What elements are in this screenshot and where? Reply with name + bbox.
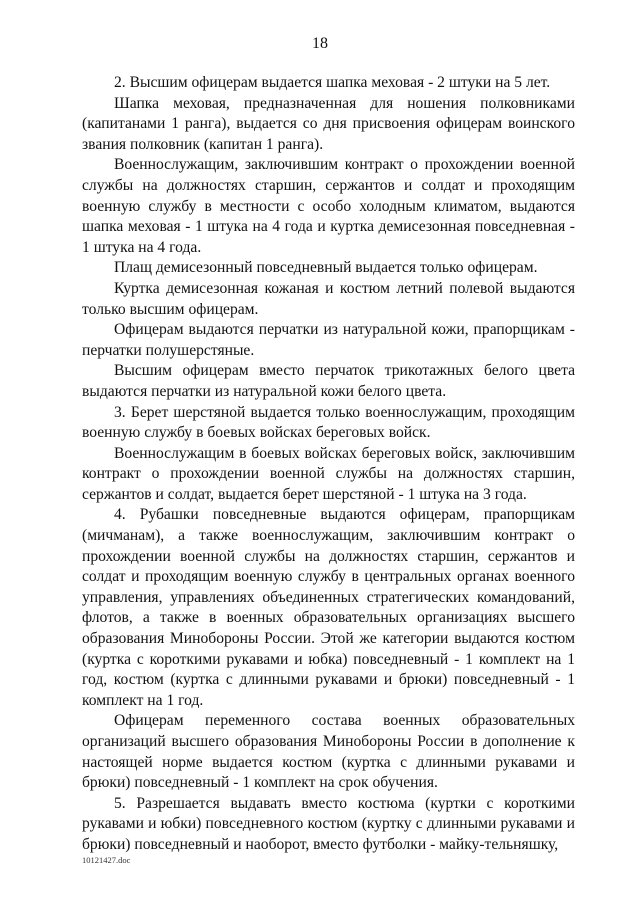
paragraph: 5. Разрешается выдавать вместо костюма (куртки с короткими рукавами и юбки) повседневного костюм (куртку с длинными рукавами и брюки) повседневный и наоборот, вместо футболки - майку-тельняшку, <box>82 794 575 853</box>
paragraph: 2. Высшим офицерам выдается шапка меховая - 2 штуки на 5 лет. <box>114 74 551 91</box>
paragraph: 4. Рубашки повседневные выдаются офицерам, прапорщикам (мичманам), а также военнослужащим, заключившим контракт о прохождении военной службы на должностях старшин, сержантов и солдат и проходящим военную службу в центральных органах военного управления, управлениях объединенных стратегических командований, флотов, а также в военных образовательных организациях высшего образования Минобороны России. Этой же категории выдаются костюм (куртка с короткими рукавами и юбка) повседневный - 1 комплект на 1 год, костюм (куртка с длинными рукавами и брюки) повседневный - 1 комплект на 1 год. <box>82 506 575 709</box>
paragraph: Военнослужащим, заключившим контракт о прохождении военной службы на должностях старшин, сержантов и солдат и проходящим военную службу в местности с особо холодным климатом, выдаются шапка меховая - 1 штука на 4 года и куртка демисезонная повседневная - 1 штука на 4 года. <box>82 156 575 256</box>
paragraph: Офицерам переменного состава военных образовательных организаций высшего образования Минобороны России в дополнение к настоящей норме выдается костюм (куртка с длинными рукавами и брюки) повседневный - 1 комплект на срок обучения. <box>82 712 575 792</box>
paragraph: Плащ демисезонный повседневный выдается только офицерам. <box>114 259 538 277</box>
paragraph: Куртка демисезонная кожаная и костюм летний полевой выдаются только высшим офицерам. <box>82 279 575 318</box>
document-body <box>82 73 575 856</box>
paragraph: 3. Берет шерстяной выдается только военнослужащим, проходящим военную службу в боевых войсках береговых войск. <box>82 403 575 442</box>
paragraph: Высшим офицерам вместо перчаток трикотажных белого цвета выдаются перчатки из натуральной кожи белого цвета. <box>82 362 575 400</box>
paragraph: Шапка меховая, предназначенная для ношения полковниками (капитанами 1 ранга), выдается со дня присвоения офицерам воинского звания полковник (капитан 1 ранга). <box>82 94 575 153</box>
file-name: 10121427.doc <box>82 855 131 865</box>
paragraph: Военнослужащим в боевых войсках береговых войск, заключившим контракт о прохождении военной службы на должностях старшин, сержантов и солдат, выдается берет шерстяной - 1 штука на 3 года. <box>82 444 575 503</box>
page-number: 18 <box>312 35 328 52</box>
paragraph: Офицерам выдаются перчатки из натуральной кожи, прапорщикам - перчатки полушерстяные. <box>82 321 575 359</box>
